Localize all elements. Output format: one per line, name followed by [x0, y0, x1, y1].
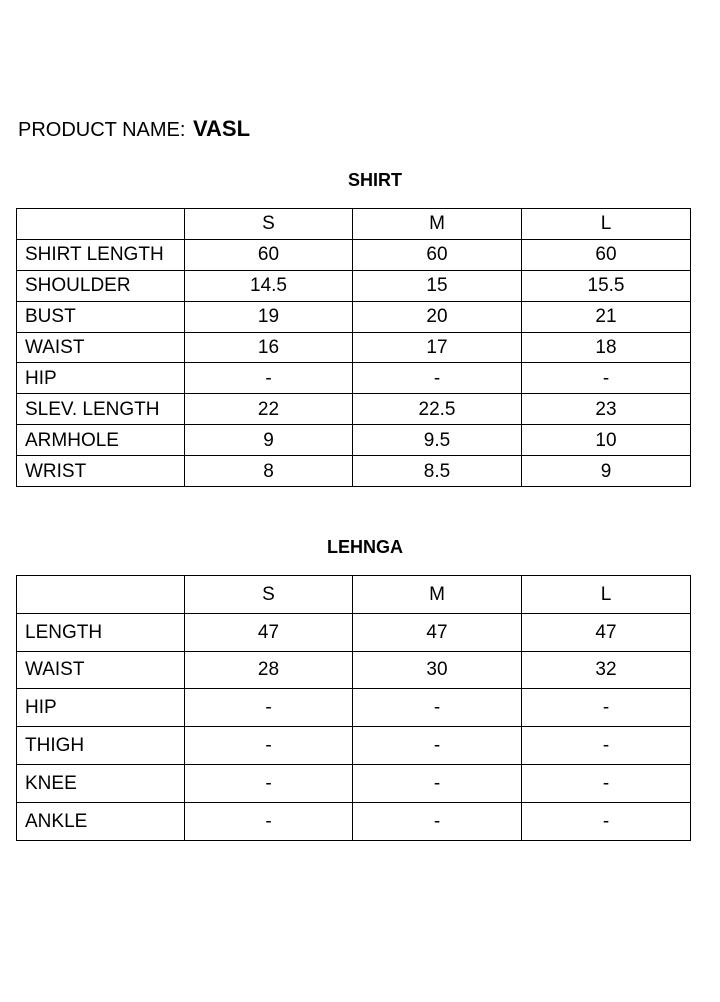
shirt-measure-value-l: 21 — [522, 301, 691, 332]
lehnga-header-blank-cell — [17, 576, 185, 614]
shirt-measure-value-m: 60 — [353, 239, 522, 270]
lehnga-measure-value-m: - — [353, 689, 522, 727]
shirt-measure-value-m: 20 — [353, 301, 522, 332]
shirt-measure-value-l: 9 — [522, 456, 691, 487]
shirt-size-header-l: L — [522, 209, 691, 240]
lehnga-measure-value-m: - — [353, 764, 522, 802]
shirt-measure-value-s: 14.5 — [185, 270, 353, 301]
product-name-line — [18, 116, 250, 142]
lehnga-measure-value-l: - — [522, 764, 691, 802]
lehnga-measure-label: LENGTH — [17, 613, 185, 651]
shirt-table-body — [17, 209, 691, 487]
lehnga-measure-value-m: - — [353, 802, 522, 840]
table-row — [17, 802, 691, 840]
shirt-measure-value-l: 18 — [522, 332, 691, 363]
lehnga-measure-label: ANKLE — [17, 802, 185, 840]
shirt-size-table — [16, 208, 691, 487]
table-row — [17, 363, 691, 394]
table-row — [17, 239, 691, 270]
shirt-measure-value-s: 16 — [185, 332, 353, 363]
lehnga-measure-value-s: - — [185, 689, 353, 727]
shirt-measure-value-l: 15.5 — [522, 270, 691, 301]
lehnga-measure-label: KNEE — [17, 764, 185, 802]
shirt-measure-label: SHOULDER — [17, 270, 185, 301]
lehnga-size-table — [16, 575, 691, 841]
table-row — [17, 301, 691, 332]
shirt-section-title: SHIRT — [348, 170, 402, 190]
shirt-measure-value-m: 17 — [353, 332, 522, 363]
lehnga-measure-value-l: 47 — [522, 613, 691, 651]
shirt-measure-value-s: 60 — [185, 239, 353, 270]
lehnga-size-header-l: L — [522, 576, 691, 614]
lehnga-measure-value-s: - — [185, 727, 353, 765]
shirt-measure-label: ARMHOLE — [17, 425, 185, 456]
lehnga-table-header-row — [17, 576, 691, 614]
table-row — [17, 332, 691, 363]
shirt-measure-label: WAIST — [17, 332, 185, 363]
lehnga-measure-value-s: 28 — [185, 651, 353, 689]
lehnga-measure-label: WAIST — [17, 651, 185, 689]
shirt-measure-value-s: 8 — [185, 456, 353, 487]
table-row — [17, 727, 691, 765]
lehnga-measure-value-s: - — [185, 764, 353, 802]
lehnga-measure-value-l: 32 — [522, 651, 691, 689]
shirt-measure-value-m: 8.5 — [353, 456, 522, 487]
shirt-measure-value-s: 22 — [185, 394, 353, 425]
lehnga-measure-value-m: 47 — [353, 613, 522, 651]
table-row — [17, 613, 691, 651]
lehnga-measure-value-s: 47 — [185, 613, 353, 651]
shirt-measure-value-m: 15 — [353, 270, 522, 301]
table-row — [17, 425, 691, 456]
table-row — [17, 270, 691, 301]
lehnga-measure-label: HIP — [17, 689, 185, 727]
lehnga-section-title: LEHNGA — [327, 537, 403, 557]
shirt-measure-value-s: - — [185, 363, 353, 394]
shirt-measure-value-m: 9.5 — [353, 425, 522, 456]
shirt-measure-value-l: 60 — [522, 239, 691, 270]
shirt-measure-value-l: - — [522, 363, 691, 394]
shirt-measure-label: SLEV. LENGTH — [17, 394, 185, 425]
shirt-measure-label: SHIRT LENGTH — [17, 239, 185, 270]
shirt-table-header-row — [17, 209, 691, 240]
lehnga-measure-value-s: - — [185, 802, 353, 840]
shirt-measure-label: BUST — [17, 301, 185, 332]
shirt-measure-value-s: 9 — [185, 425, 353, 456]
table-row — [17, 689, 691, 727]
product-name-value: VASL — [192, 116, 251, 141]
lehnga-measure-label: THIGH — [17, 727, 185, 765]
product-name-label: PRODUCT NAME: — [18, 119, 186, 141]
table-row — [17, 394, 691, 425]
lehnga-measure-value-m: 30 — [353, 651, 522, 689]
lehnga-measure-value-l: - — [522, 689, 691, 727]
shirt-measure-label: WRIST — [17, 456, 185, 487]
shirt-measure-value-s: 19 — [185, 301, 353, 332]
table-row — [17, 651, 691, 689]
shirt-measure-value-l: 23 — [522, 394, 691, 425]
shirt-measure-label: HIP — [17, 363, 185, 394]
shirt-measure-value-m: - — [353, 363, 522, 394]
lehnga-table-body — [17, 576, 691, 841]
lehnga-measure-value-m: - — [353, 727, 522, 765]
shirt-header-blank-cell — [17, 209, 185, 240]
shirt-size-header-m: M — [353, 209, 522, 240]
shirt-measure-value-l: 10 — [522, 425, 691, 456]
lehnga-measure-value-l: - — [522, 727, 691, 765]
shirt-size-header-s: S — [185, 209, 353, 240]
table-row — [17, 764, 691, 802]
lehnga-size-header-m: M — [353, 576, 522, 614]
shirt-measure-value-m: 22.5 — [353, 394, 522, 425]
table-row — [17, 456, 691, 487]
lehnga-measure-value-l: - — [522, 802, 691, 840]
lehnga-size-header-s: S — [185, 576, 353, 614]
